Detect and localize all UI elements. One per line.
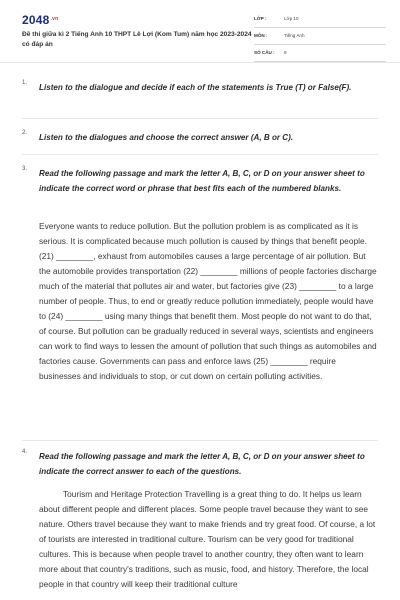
- question-number: 4.: [22, 449, 28, 455]
- divider: [22, 118, 378, 119]
- reading-passage: Tourism and Heritage Protection Travelling is a great thing to do. It helps us learn about different people and different places. Some people travel because they want to see nature. Others travel because they want to make friends and try great food. Of course, a lot of tourists are interested in traditional culture. Tourism can be very good for traditional cultures. This is because when people travel to another country, they often want to learn more about that country's traditions, such as music, food, and history. Therefore, the local people in that country will keep their traditional culture: [39, 489, 376, 589]
- question-prompt: Listen to the dialogues and choose the correct answer (A, B or C).: [39, 133, 294, 142]
- page-header: [0, 0, 400, 63]
- reading-passage: Everyone wants to reduce pollution. But the pollution problem is as complicated as it is serious. It is complicated because much pollution is caused by things that benefit people. (21) ________, exhaust from automobiles causes a large percentage of air pollution. But the automobile provides transportation (22) ________ millions of people factories discharge much of the material that pollutes air and water, but factories give (23) ________ to a large number of people. Thus, to end or greatly reduce pollution immediately, people would have to (24) ________ using many things that benefit them. Most people do not want to do that, of course. But pollution can be gradually reduced in several ways, scientists and engineers can work to find ways to lessen the amount of pollution that such things as automobiles and factories cause. Governments can pass and enforce laws (25) ________ require businesses and individuals to stop, or cut down on certain polluting activities.: [39, 221, 377, 381]
- meta-row-subject: [254, 30, 386, 45]
- question-prompt: Read the following passage and mark the letter A, B, C, or D on your answer sheet to indicate the correct answer to each of the questions.: [39, 452, 365, 476]
- meta-row-count: [254, 47, 386, 62]
- divider: [22, 440, 378, 441]
- question-prompt: Listen to the dialogue and decide if each of the statements is True (T) or False(F).: [39, 83, 352, 92]
- meta-row-class: [254, 13, 386, 28]
- question-prompt: Read the following passage and mark the letter A, B, C, or D on your answer sheet to indicate the correct word or phrase that best fits each of the numbered blanks.: [39, 169, 365, 193]
- meta-value: Lớp 10: [284, 16, 299, 21]
- logo-suffix: .vn: [50, 16, 59, 22]
- question-number: 3.: [22, 166, 28, 172]
- meta-value: Tiếng Anh: [284, 33, 305, 38]
- divider: [22, 154, 378, 155]
- meta-label: LỚP :: [254, 16, 267, 21]
- exam-title: Đề thi giữa kì 2 Tiếng Anh 10 THPT Lê Lợi (Kom Tum) năm học 2023-2024 có đáp án: [22, 31, 252, 48]
- meta-label: MÔN :: [254, 33, 268, 38]
- meta-label: SỐ CÂU :: [254, 50, 275, 55]
- question-number: 1.: [22, 80, 28, 86]
- exam-meta: [254, 13, 386, 64]
- question-number: 2.: [22, 130, 28, 136]
- meta-value: 6: [284, 50, 287, 55]
- logo-text: 2048: [22, 13, 50, 27]
- site-logo[interactable]: [22, 13, 58, 27]
